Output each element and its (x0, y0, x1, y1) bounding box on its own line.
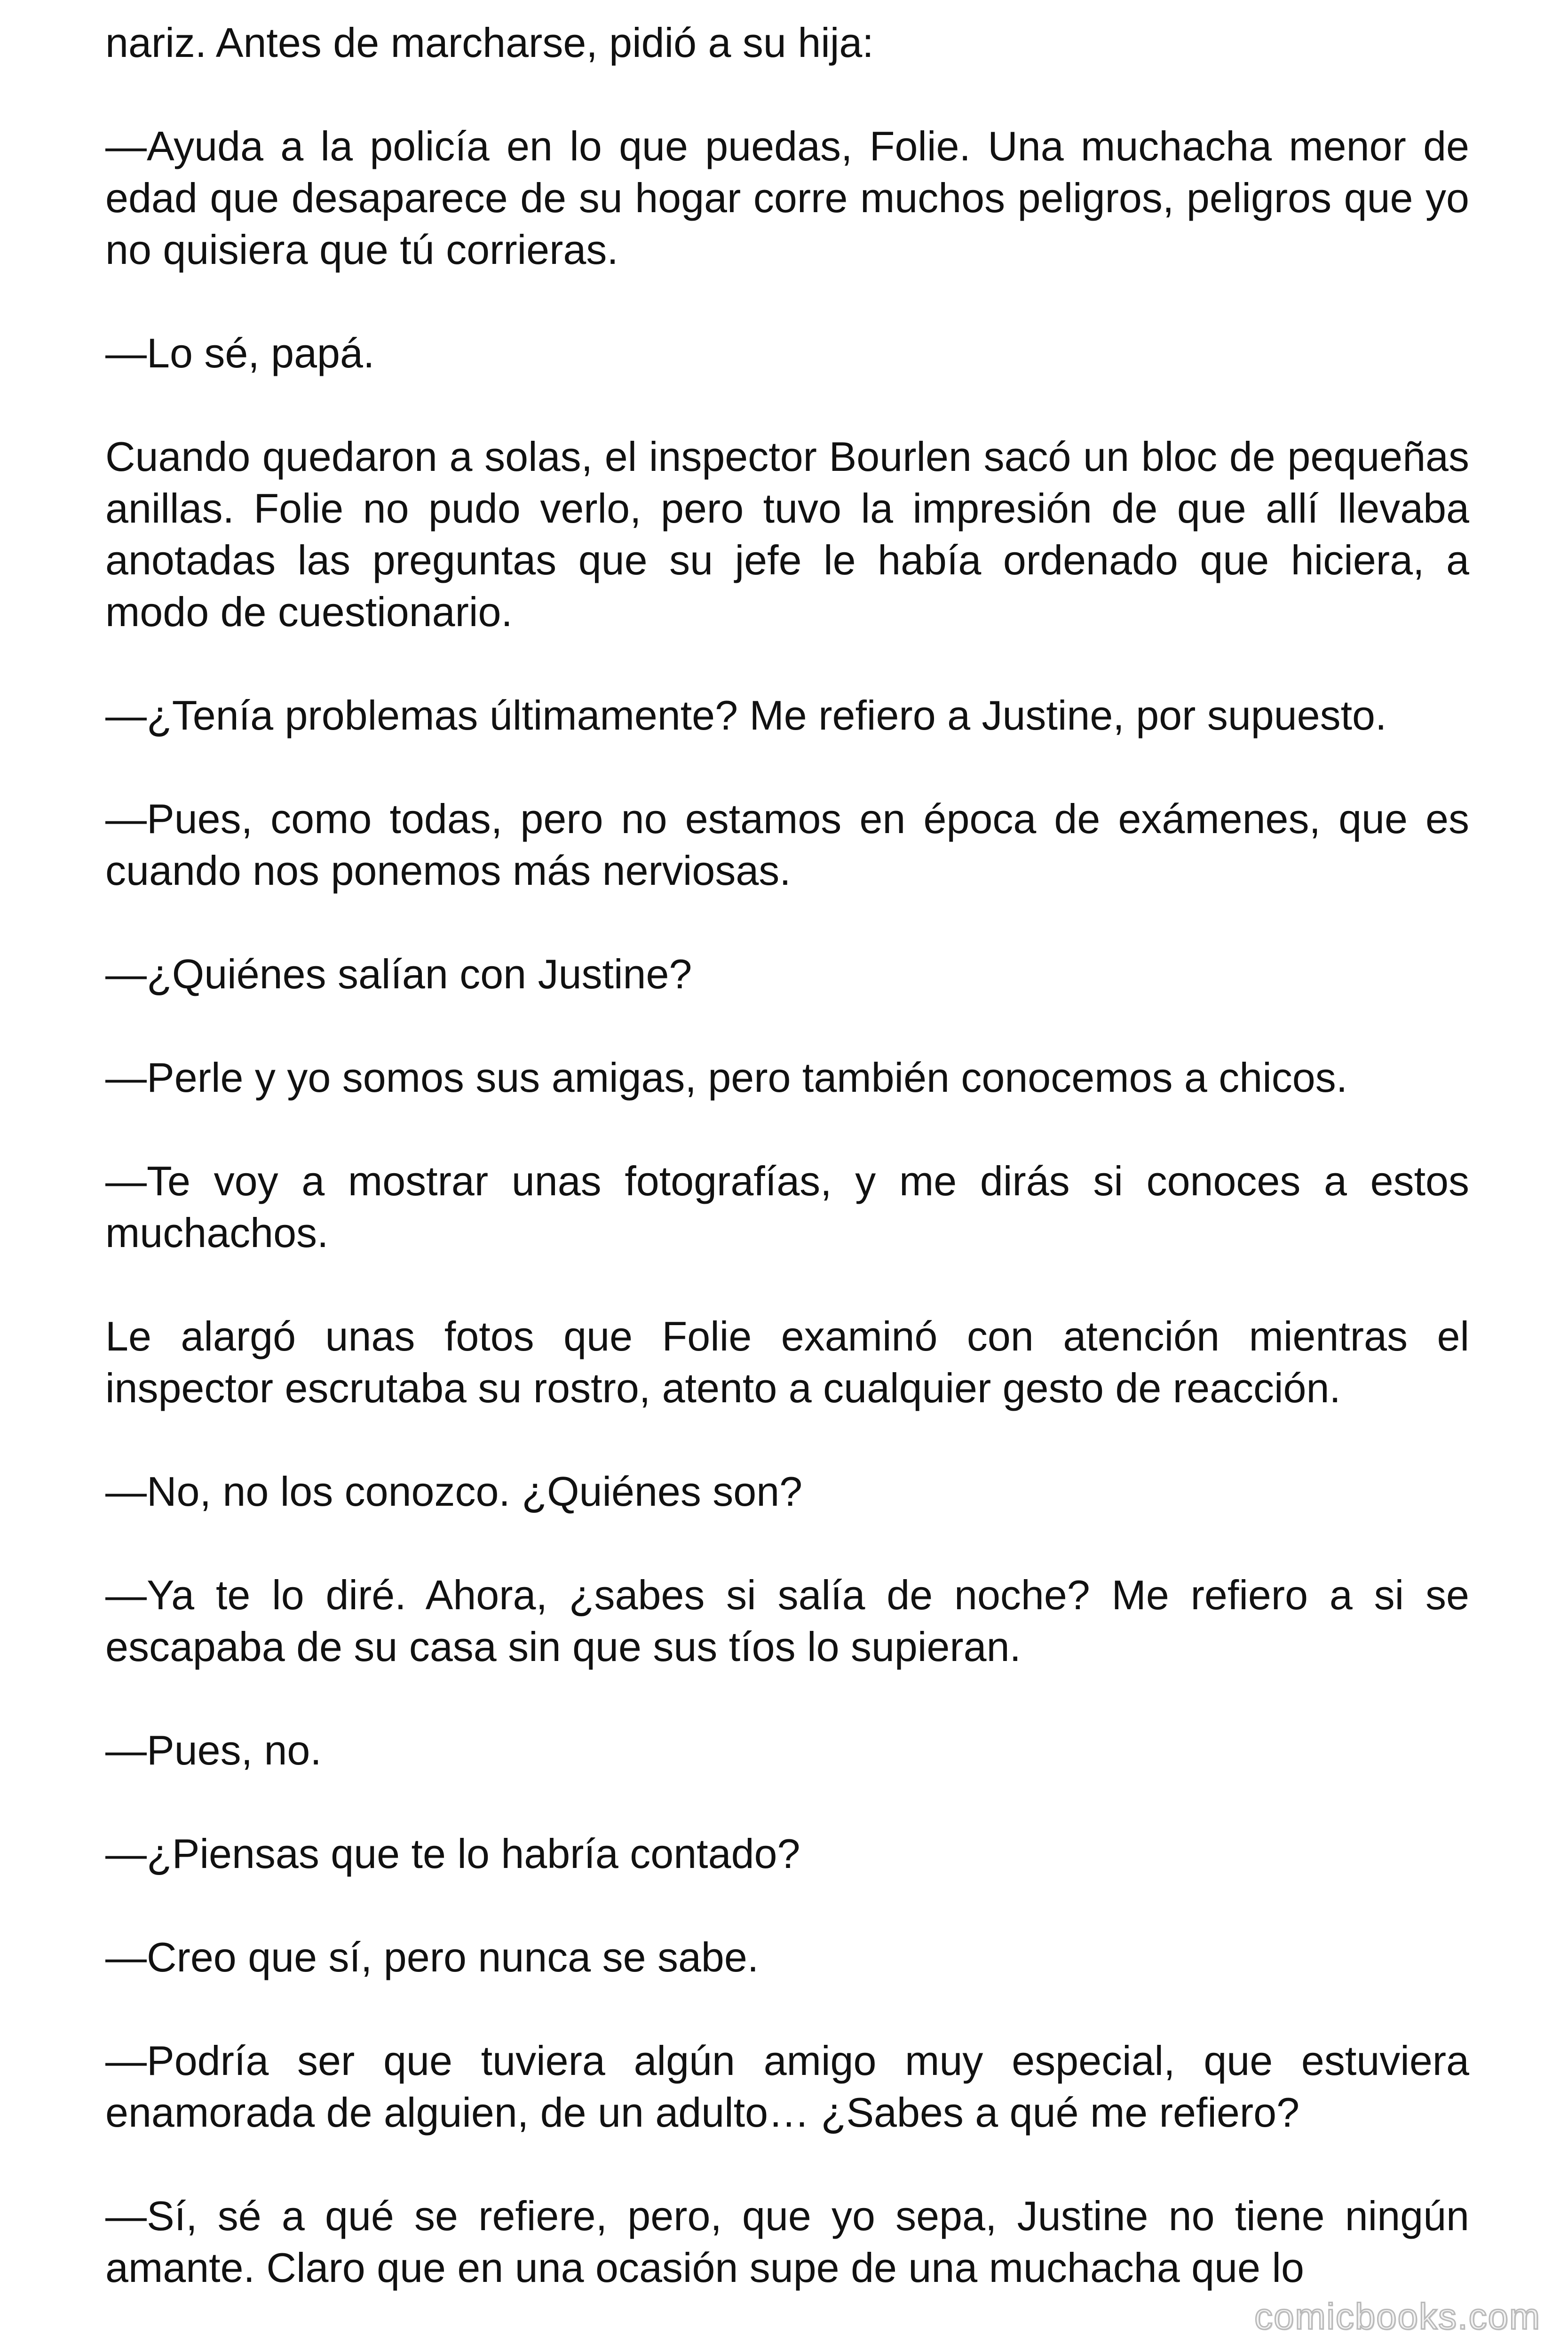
paragraph-6: —Pues, como todas, pero no estamos en época de exámenes, que es cuando nos ponemos más nerviosas. (105, 795, 1469, 894)
paragraph-3: —Lo sé, papá. (105, 330, 375, 376)
paragraph-12: —Ya te lo diré. Ahora, ¿sabes si salía de noche? Me refiero a si se escapaba de su casa sin que sus tíos lo supieran. (105, 1572, 1469, 1670)
paragraph-1: nariz. Antes de marcharse, pidió a su hija: (105, 19, 874, 66)
paragraph-9: —Te voy a mostrar unas fotografías, y me dirás si conoces a estos muchachos. (105, 1158, 1469, 1256)
paragraph-14: —¿Piensas que te lo habría contado? (105, 1830, 800, 1877)
paragraph-16: —Podría ser que tuviera algún amigo muy especial, que estuviera enamorada de alguien, de un adulto… ¿Sabes a qué me refiero? (105, 2037, 1469, 2136)
paragraph-11: —No, no los conozco. ¿Quiénes son? (105, 1468, 803, 1515)
paragraph-8: —Perle y yo somos sus amigas, pero también conocemos a chicos. (105, 1054, 1348, 1101)
paragraph-4: Cuando quedaron a solas, el inspector Bourlen sacó un bloc de pequeñas anillas. Folie no pudo verlo, pero tuvo la impresión de que allí llevaba anotadas las preguntas que su jefe le había ordenado que hiciera, a modo de cuestionario. (105, 433, 1469, 635)
paragraph-13: —Pues, no. (105, 1727, 322, 1773)
paragraph-15: —Creo que sí, pero nunca se sabe. (105, 1934, 759, 1980)
paragraph-2: —Ayuda a la policía en lo que puedas, Folie. Una muchacha menor de edad que desaparece de su hogar corre muchos peligros, peligros que yo no quisiera que tú corrieras. (105, 123, 1469, 273)
text-column (105, 17, 1469, 2294)
paragraph-5: —¿Tenía problemas últimamente? Me refiero a Justine, por supuesto. (105, 692, 1387, 739)
paragraph-7: —¿Quiénes salían con Justine? (105, 951, 692, 997)
paragraph-17: —Sí, sé a qué se refiere, pero, que yo sepa, Justine no tiene ningún amante. Claro que en una ocasión supe de una muchacha que lo (105, 2193, 1469, 2291)
paragraph-10: Le alargó unas fotos que Folie examinó con atención mientras el inspector escrutaba su rostro, atento a cualquier gesto de reacción. (105, 1313, 1469, 1411)
watermark: comicbooks.com (1254, 2296, 1541, 2337)
